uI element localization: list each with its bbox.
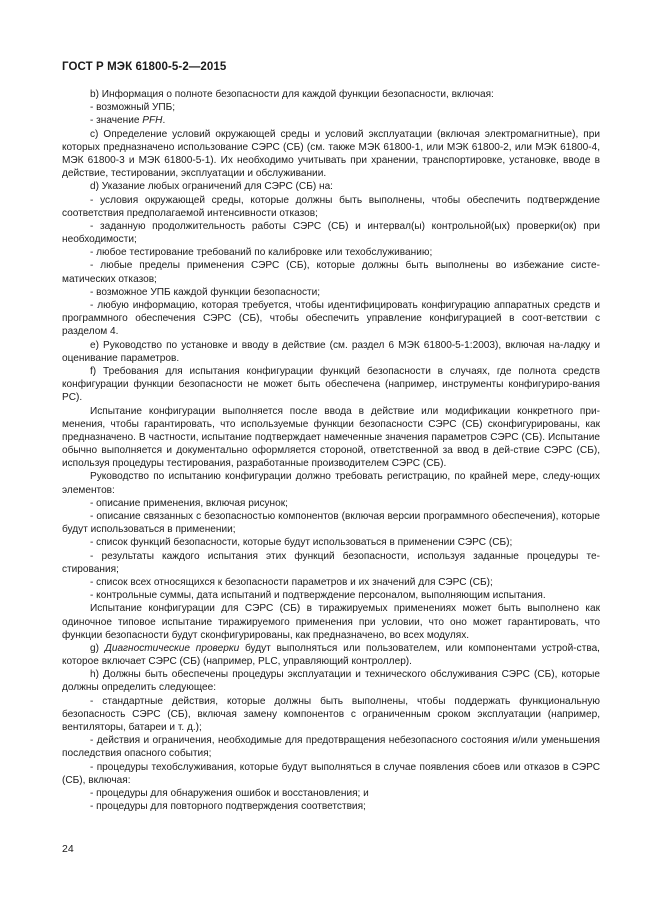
paragraph-configuration-test: Испытание конфигурации выполняется после ввода в действие или модификации конкретного при-менения, чтобы гарантировать, что используемые функции безопасности СЭРС (СБ) сконфигурированы, как предназначено. В частности, испытание подтверждает намеченные значения параметров СЭРС (СБ). Испытание обычно выполняется и документально оформляется стороной, ответственной за ввод в дей-ствие СЭРС (СБ), используя процедуры тестирования, разработанные производителем СЭРС (СБ). bbox=[62, 405, 600, 470]
list-item: - стандартные действия, которые должны быть выполнены, чтобы поддержать функциональную безопасность СЭРС (СБ), включая замену компонентов с ограниченным сроком эксплуатации (например, вентиляторы, батареи и т. д.); bbox=[62, 695, 600, 735]
document-body bbox=[62, 88, 600, 813]
paragraph-h: h) Должны быть обеспечены процедуры эксплуатации и технического обслуживания СЭРС (СБ), которые должны определить следующее: bbox=[62, 669, 600, 694]
page-header-title: ГОСТ Р МЭК 61800-5-2—2015 bbox=[62, 61, 227, 73]
list-item: - процедуры для повторного подтверждения соответствия; bbox=[62, 800, 600, 813]
list-item: - результаты каждого испытания этих функций безопасности, используя заданные процедуры те-стирования; bbox=[62, 550, 600, 576]
page-number: 24 bbox=[62, 843, 74, 855]
list-item: - список всех относящихся к безопасности параметров и их значений для СЭРС (СБ); bbox=[62, 576, 600, 589]
paragraph-g: g) Диагностические проверки будут выполняться или пользователем, или компонентами устрой-ства, которое включает СЭРС (СБ) (например, PLC, управляющий контроллер). bbox=[62, 642, 600, 668]
paragraph-replicated-test: Испытание конфигурации для СЭРС (СБ) в тиражируемых применениях может быть выполнено как одиночное типовое испытание тиражируемого применения при условии, что оно может гарантировать, что функции безопасности будут сконфигурированы, как предназначено, во всех модулях. bbox=[62, 603, 600, 641]
list-item: - описание применения, включая рисунок; bbox=[62, 497, 600, 510]
list-item: - условия окружающей среды, которые должны быть выполнены, чтобы обеспечить подтверждение соответствия предполагаемой интенсивности отказов; bbox=[62, 194, 600, 220]
paragraph-configuration-guide: Руководство по испытанию конфигурации должно требовать регистрацию, по крайней мере, следу-ющих элементов: bbox=[62, 471, 600, 496]
list-item: - любые пределы применения СЭРС (СБ), которые должны быть выполнены во избежание систе-матических отказов; bbox=[62, 259, 600, 285]
list-item: - процедуры для обнаружения ошибок и восстановления; и bbox=[62, 787, 600, 800]
list-item: - возможное УПБ каждой функции безопасности; bbox=[62, 286, 600, 299]
list-item: - список функций безопасности, которые будут использоваться в применении СЭРС (СБ); bbox=[62, 536, 600, 549]
list-item: - заданную продолжительность работы СЭРС (СБ) и интервал(ы) контрольной(ых) проверки(ок) при необходимости; bbox=[62, 220, 600, 246]
paragraph-e: e) Руководство по установке и вводу в действие (см. раздел 6 МЭК 61800-5-1:2003), включая на-ладку и оценивание параметров. bbox=[62, 339, 600, 364]
paragraph-d: d) Указание любых ограничений для СЭРС (СБ) на: bbox=[90, 181, 333, 193]
list-item: - действия и ограничения, необходимые для предотвращения небезопасного состояния и/или уменьшения последствия опасного события; bbox=[62, 734, 600, 760]
list-item-text: значение PFH. bbox=[96, 115, 166, 127]
list-item: - любую информацию, которая требуется, чтобы идентифицировать конфигурацию аппаратных средств и программного обеспечения СЭРС (СБ), чтобы обеспечить управление конфигурацией в соот-ветствии с разделом 4. bbox=[62, 299, 600, 339]
list-item bbox=[62, 114, 600, 127]
list-item: - возможный УПБ; bbox=[62, 101, 600, 114]
list-item: - процедуры техобслуживания, которые будут выполняться в случае появления сбоев или отказов в СЭРС (СБ), включая: bbox=[62, 761, 600, 787]
list-item: - описание связанных с безопасностью компонентов (включая версии программного обеспечения), которые будут использоваться в применении; bbox=[62, 510, 600, 536]
list-item: - контрольные суммы, дата испытаний и подтверждение персоналом, выполняющим испытания. bbox=[62, 589, 600, 602]
list-item: - любое тестирование требований по калибровке или техобслуживанию; bbox=[62, 246, 600, 259]
paragraph-f: f) Требования для испытания конфигурации функций безопасности в случаях, где полнота средств конфигурации функции безопасности не может быть обеспечена (например, инструменты конфигуриро-вания PC). bbox=[62, 365, 600, 404]
paragraph-c: c) Определение условий окружающей среды и условий эксплуатации (включая электромагнитные), при которых предназначено использование СЭРС (СБ) (см. также МЭК 61800-1, или МЭК 61800-2, или МЭК 61800-4, МЭК 61800-3 и МЭК 61800-5-1). Их необходимо учитывать при хранении, транспортировке, установке, вводе в действие, тестировании, эксплуатации и обслуживании. bbox=[62, 128, 600, 180]
paragraph-b: b) Информация о полноте безопасности для каждой функции безопасности, включая: bbox=[90, 89, 494, 100]
